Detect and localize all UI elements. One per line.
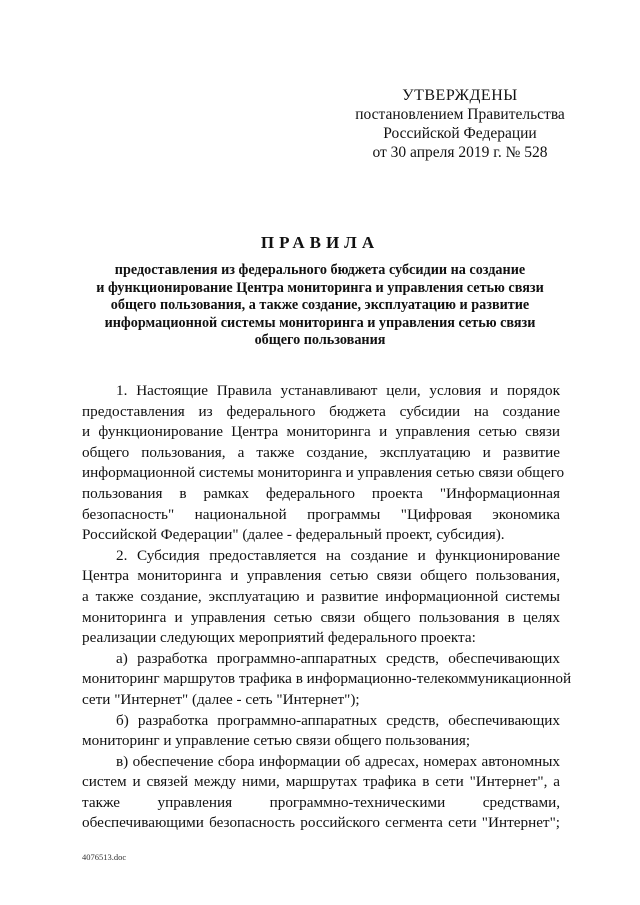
paragraph-2-line: реализации следующих мероприятий федерального проекта:: [82, 629, 476, 647]
item-a-line: мониторинг маршрутов трафика в информационно-телекоммуникационной: [82, 670, 572, 688]
subtitle-line: общего пользования, а также создание, эксплуатацию и развитие: [110, 297, 530, 314]
item-a-line: а) разработка программно-аппаратных средств, обеспечивающих: [116, 649, 560, 667]
paragraph-2-line: а также создание, эксплуатацию и развитие информационной системы: [82, 587, 560, 605]
approval-line-2: Российской Федерации: [383, 125, 537, 142]
approval-block: [330, 86, 590, 162]
item-c-line: систем и связей между ними, маршрутах трафика в сети "Интернет", а: [82, 773, 560, 791]
paragraph-1-line: 1. Настоящие Правила устанавливают цели, условия и порядок: [116, 382, 560, 399]
paragraph-1-line: безопасность" национальной программы "Цифровая экономика: [82, 505, 560, 523]
paragraph-1-line: пользования в рамках федерального проекта "Информационная: [82, 484, 560, 502]
approval-line-3: от 30 апреля 2019 г. № 528: [372, 144, 548, 161]
approval-line-1: постановлением Правительства: [355, 106, 565, 123]
subtitle-line: и функционирование Центра мониторинга и управления сетью связи: [96, 279, 544, 296]
paragraph-1-line: общего пользования, а также создание, эксплуатацию и развитие: [82, 443, 560, 461]
paragraph-1-line: и функционирование Центра мониторинга и управления сетью связи: [82, 423, 560, 441]
item-b-line: мониторинг и управление сетью связи общего пользования;: [82, 732, 471, 750]
paragraph-1-line: предоставления из федерального бюджета субсидии на создание: [82, 402, 560, 420]
paragraph-2-line: Центра мониторинга и управления сетью связи общего пользования,: [82, 567, 560, 585]
paragraph-1-line: Российской Федерации" (далее - федеральный проект, субсидия).: [82, 526, 505, 544]
paragraph-2-line: 2. Субсидия предоставляется на создание и функционирование: [116, 546, 560, 564]
document-file-id: 4076513.doc: [82, 852, 127, 862]
document-title: ПРАВИЛА: [260, 233, 380, 252]
paragraph-2-line: мониторинга и управления сетью связи общего пользования в целях: [82, 608, 560, 626]
item-c-line: обеспечивающими безопасность российского сегмента сети "Интернет";: [82, 814, 560, 832]
item-c-line: в) обеспечение сбора информации об адресах, номерах автономных: [116, 752, 560, 770]
subtitle-line: общего пользования: [254, 332, 386, 349]
item-a-line: сети "Интернет" (далее - сеть "Интернет");: [82, 690, 360, 708]
paragraph-1-line: информационной системы мониторинга и управления сетью связи общего: [82, 464, 565, 482]
subtitle-line: информационной системы мониторинга и управления сетью связи: [104, 314, 536, 331]
document-body: [82, 381, 572, 834]
item-c-line: также управления программно-техническими средствами,: [82, 793, 560, 811]
approval-stamp: УТВЕРЖДЕНЫ: [402, 87, 518, 104]
item-b-line: б) разработка программно-аппаратных средств, обеспечивающих: [116, 711, 560, 729]
subtitle-line: предоставления из федерального бюджета субсидии на создание: [114, 262, 526, 278]
document-subtitle: [60, 262, 580, 350]
